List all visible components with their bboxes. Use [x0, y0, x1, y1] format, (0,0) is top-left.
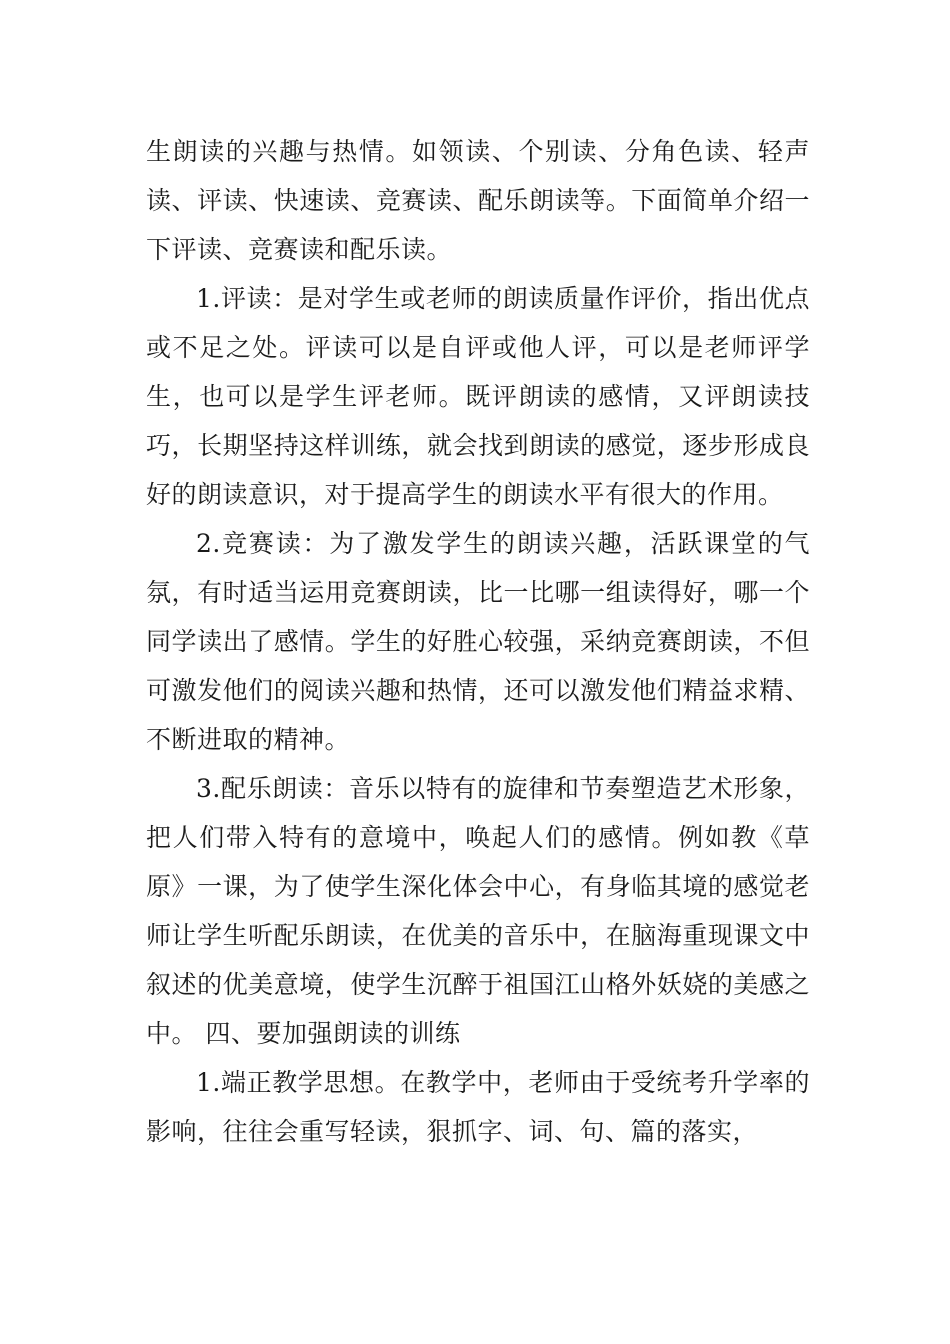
paragraph-evaluative-reading: 1.评读：是对学生或老师的朗读质量作评价，指出优点或不足之处。评读可以是自评或他人评，可以是老师评学生，也可以是学生评老师。既评朗读的感情，又评朗读技巧，长期坚持这样训练，就会找到朗读的感觉，逐步形成良好的朗读意识，对于提高学生的朗读水平有很大的作用。	[146, 284, 810, 509]
paragraph-music-reading: 3.配乐朗读：音乐以特有的旋律和节奏塑造艺术形象，把人们带入特有的意境中，唤起人们的感情。例如教《草原》一课，为了使学生深化体会中心，有身临其境的感觉老师让学生听配乐朗读，在优美的音乐中，在脑海重现课文中叙述的优美意境，使学生沉醉于祖国江山格外妖娆的美感之中。 四、要加强朗读的训练	[146, 774, 810, 1048]
paragraph-intro-continuation: 生朗读的兴趣与热情。如领读、个别读、分角色读、轻声读、评读、快速读、竞赛读、配乐朗读等。下面简单介绍一下评读、竞赛读和配乐读。	[146, 137, 810, 264]
paragraph-competitive-reading: 2.竞赛读：为了激发学生的朗读兴趣，活跃课堂的气氛，有时适当运用竞赛朗读，比一比哪一组读得好，哪一个同学读出了感情。学生的好胜心较强，采纳竞赛朗读，不但可激发他们的阅读兴趣和热情，还可以激发他们精益求精、不断进取的精神。	[146, 529, 810, 754]
paragraph-teaching-ideology: 1.端正教学思想。在教学中，老师由于受统考升学率的影响，往往会重写轻读，狠抓字、词、句、篇的落实，	[146, 1068, 810, 1146]
document-body	[146, 127, 810, 1156]
